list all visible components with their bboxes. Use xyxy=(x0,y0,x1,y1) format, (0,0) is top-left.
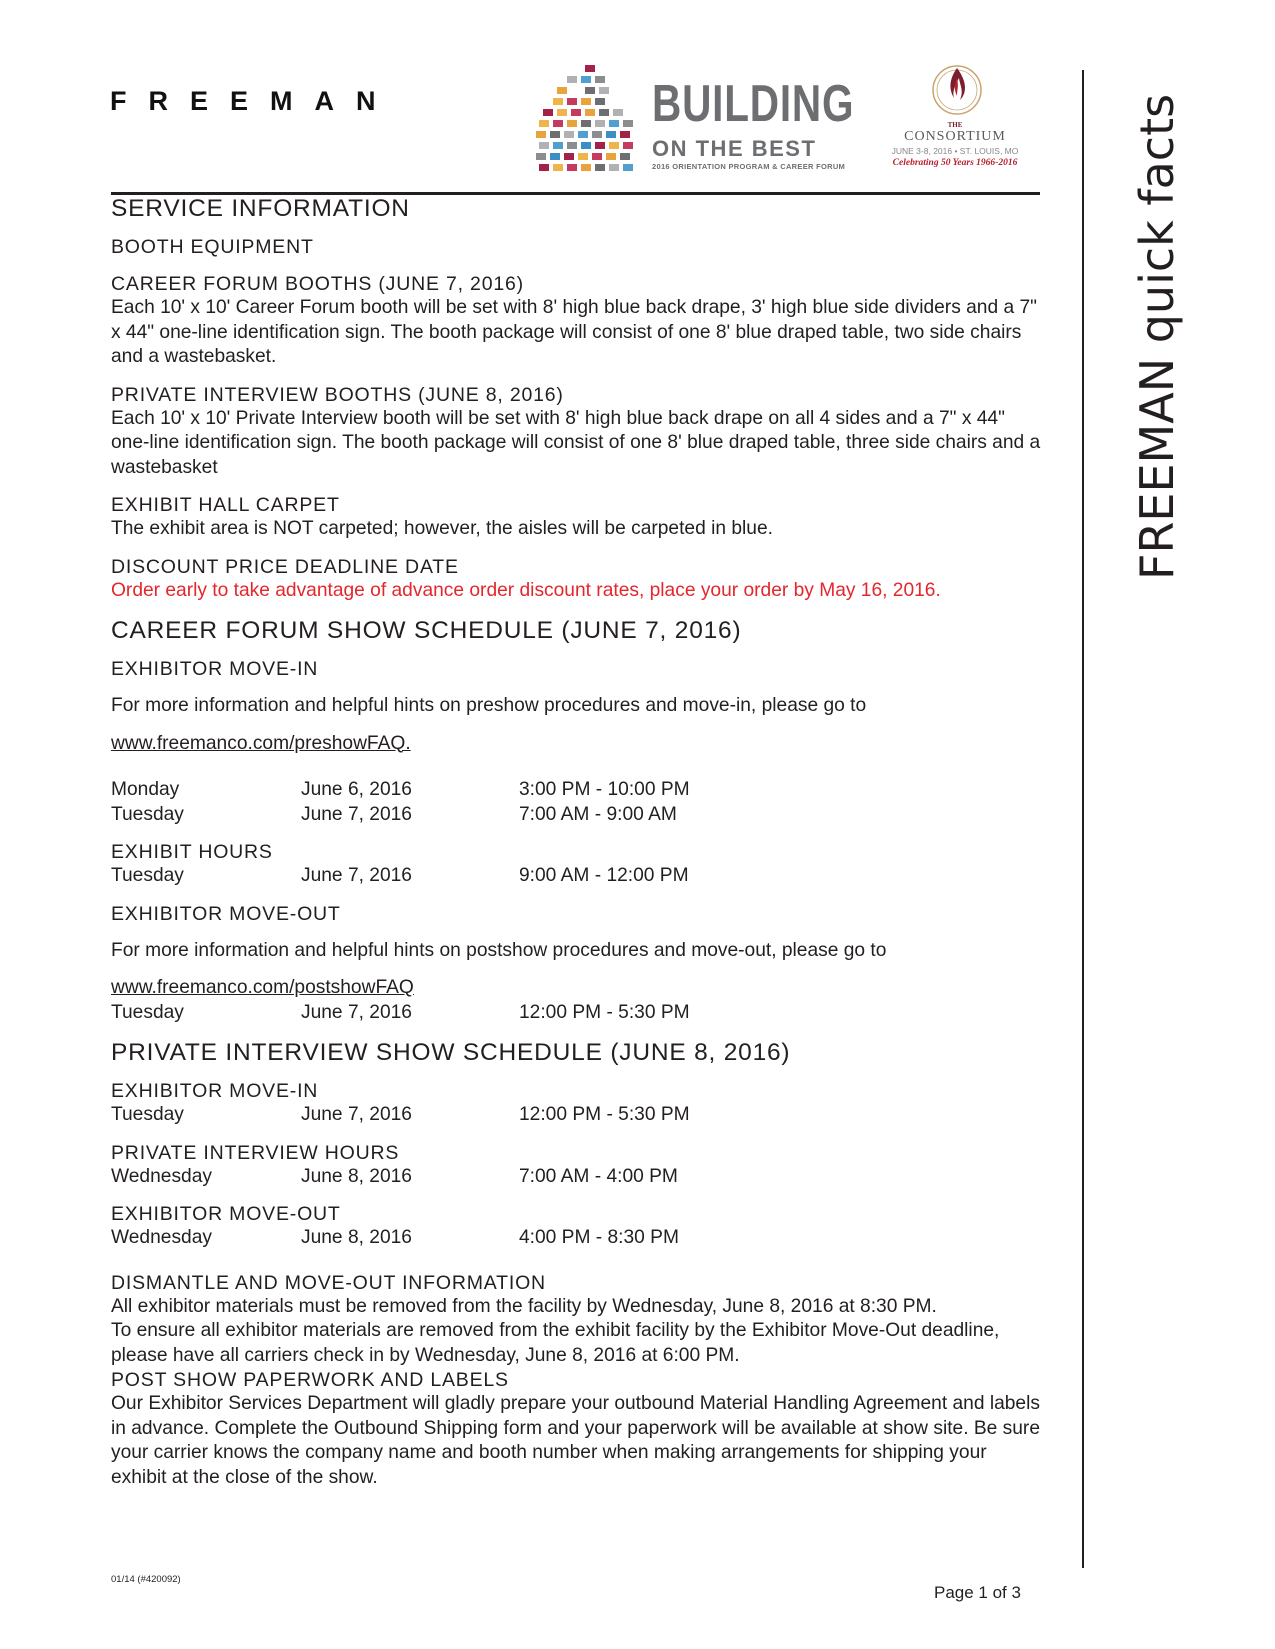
career-booths-text: Each 10' x 10' Career Forum booth will be set with 8' high blue back drape, 3' high blue side dividers and a 7" x 44" one-line identification sign. The booth package will consist of one 8' blue draped table, two side chairs and a wastebasket. xyxy=(111,297,1037,367)
schedule-row xyxy=(111,1001,1046,1026)
logo-block xyxy=(599,87,609,94)
logo-block xyxy=(567,164,577,171)
logo-block xyxy=(539,164,549,171)
schedule-time: 12:00 PM - 5:30 PM xyxy=(519,1001,690,1023)
logo-block xyxy=(567,76,577,83)
career-movein-heading: EXHIBITOR MOVE-IN xyxy=(111,658,319,680)
logo-block xyxy=(606,153,616,160)
exhibit-hours-heading: EXHIBIT HOURS xyxy=(111,841,273,863)
service-heading: SERVICE INFORMATION xyxy=(111,195,410,222)
private-booths-text: Each 10' x 10' Private Interview booth will be set with 8' high blue back drape on all 4 sides and a 7" x 44" one-line identification sign. The booth package will consist of one 8' blue draped table, three side chairs and a wastebasket xyxy=(111,407,1041,478)
logo-block xyxy=(592,131,602,138)
logo-block xyxy=(585,87,595,94)
logo-block xyxy=(553,98,563,105)
schedule-time: 7:00 AM - 4:00 PM xyxy=(519,1165,678,1187)
dismantle-text-2: To ensure all exhibitor materials are removed from the exhibit facility by the Exhibitor Move-Out deadline, please have all carriers check in by Wednesday, June 8, 2016 at 6:00 PM. xyxy=(111,1320,1000,1366)
logo-block xyxy=(550,153,560,160)
schedule-time: 4:00 PM - 8:30 PM xyxy=(519,1227,679,1248)
logo-block xyxy=(623,120,633,127)
logo-block xyxy=(536,131,546,138)
logo-block xyxy=(595,120,605,127)
logo-block xyxy=(581,120,591,127)
event-subtitle: ON THE BEST xyxy=(652,136,817,161)
logo-block xyxy=(567,98,577,105)
logo-block xyxy=(609,164,619,171)
logo-block xyxy=(578,153,588,160)
private-moveout-heading: EXHIBITOR MOVE-OUT xyxy=(111,1203,341,1225)
schedule-day: Tuesday xyxy=(111,803,184,825)
private-movein-heading: EXHIBITOR MOVE-IN xyxy=(111,1080,319,1102)
career-schedule-heading: CAREER FORUM SHOW SCHEDULE (JUNE 7, 2016) xyxy=(111,617,742,644)
logo-block xyxy=(536,153,546,160)
discount-text: Order early to take advantage of advance order discount rates, place your order by May 16, 2016. xyxy=(111,579,941,601)
paperwork-heading: POST SHOW PAPERWORK AND LABELS xyxy=(111,1369,509,1391)
logo-block xyxy=(539,142,549,149)
logo-block xyxy=(595,76,605,83)
logo-block xyxy=(585,109,595,116)
freeman-logo: FREEMAN xyxy=(110,86,398,116)
logo-block xyxy=(613,109,623,116)
booth-equipment-heading: BOOTH EQUIPMENT xyxy=(111,236,314,258)
logo-block xyxy=(595,98,605,105)
logo-block xyxy=(564,153,574,160)
schedule-day: Wednesday xyxy=(111,1227,212,1248)
career-movein-text: For more information and helpful hints on preshow procedures and move-in, please go to xyxy=(111,695,867,716)
schedule-date: June 7, 2016 xyxy=(301,1001,412,1023)
schedule-date: June 8, 2016 xyxy=(301,1165,412,1187)
main-content xyxy=(111,196,1046,1490)
schedule-day: Tuesday xyxy=(111,1104,184,1125)
logo-block xyxy=(553,120,563,127)
preshow-faq-link[interactable]: www.freemanco.com/preshowFAQ. xyxy=(111,732,411,754)
logo-block xyxy=(571,109,581,116)
logo-block xyxy=(550,131,560,138)
consortium-seal-icon xyxy=(930,58,984,122)
schedule-time: 7:00 AM - 9:00 AM xyxy=(519,803,677,825)
logo-block xyxy=(553,164,563,171)
schedule-time: 3:00 PM - 10:00 PM xyxy=(519,779,690,800)
career-booths-heading: CAREER FORUM BOOTHS (JUNE 7, 2016) xyxy=(111,273,524,295)
logo-block xyxy=(623,142,633,149)
logo-block xyxy=(599,109,609,116)
consortium-the: THE xyxy=(947,121,963,129)
logo-block xyxy=(592,153,602,160)
schedule-date: June 7, 2016 xyxy=(301,803,412,825)
schedule-row xyxy=(111,778,1046,803)
building-blocks-logo xyxy=(530,55,640,180)
schedule-day: Tuesday xyxy=(111,1001,184,1023)
postshow-faq-link[interactable]: www.freemanco.com/postshowFAQ xyxy=(111,977,414,998)
schedule-row xyxy=(111,864,1046,889)
logo-block xyxy=(595,142,605,149)
schedule-time: 12:00 PM - 5:30 PM xyxy=(519,1104,690,1125)
logo-block xyxy=(609,120,619,127)
logo-block xyxy=(606,131,616,138)
logo-block xyxy=(620,153,630,160)
logo-block xyxy=(581,164,591,171)
logo-block xyxy=(539,120,549,127)
carpet-heading: EXHIBIT HALL CARPET xyxy=(111,494,340,516)
schedule-row xyxy=(111,1103,1046,1128)
sidebar-rule xyxy=(1082,70,1084,1568)
private-booths-heading: PRIVATE INTERVIEW BOOTHS (JUNE 8, 2016) xyxy=(111,383,564,406)
event-tagline: 2016 ORIENTATION PROGRAM & CAREER FORUM xyxy=(652,162,846,171)
schedule-row xyxy=(111,803,1046,828)
sidebar-title: FREEMAN quick facts xyxy=(1130,93,1184,580)
consortium-dates: JUNE 3-8, 2016 • ST. LOUIS, MO xyxy=(891,146,1019,156)
logo-block xyxy=(567,142,577,149)
logo-block xyxy=(620,131,630,138)
logo-block xyxy=(595,164,605,171)
schedule-date: June 6, 2016 xyxy=(301,779,412,800)
logo-block xyxy=(581,142,591,149)
schedule-date: June 8, 2016 xyxy=(301,1227,412,1248)
dismantle-heading: DISMANTLE AND MOVE-OUT INFORMATION xyxy=(111,1271,546,1294)
career-moveout-heading: EXHIBITOR MOVE-OUT xyxy=(111,902,341,925)
schedule-day: Monday xyxy=(111,779,180,800)
paperwork-text: Our Exhibitor Services Department will gladly prepare your outbound Material Handling Agreement and labels in advance. Complete the Outbound Shipping form and your paperwork will be available at show site. Be sure your carrier knows the company name and booth number when making arrangements for shipping your exhibit at the close of the show. xyxy=(111,1393,1040,1488)
dismantle-text-1: All exhibitor materials must be removed from the facility by Wednesday, June 8, 2016 at 8:30 PM. xyxy=(111,1295,937,1317)
document-code: 01/14 (#420092) xyxy=(111,1574,181,1585)
career-movein-table xyxy=(111,778,1046,827)
logo-block xyxy=(557,109,567,116)
page-number: Page 1 of 3 xyxy=(934,1583,1021,1602)
logo-block xyxy=(578,131,588,138)
logo-block xyxy=(581,98,591,105)
consortium-name: CONSORTIUM xyxy=(904,129,1006,144)
schedule-date: June 7, 2016 xyxy=(301,1104,412,1125)
logo-block xyxy=(623,164,633,171)
consortium-celebrating: Celebrating 50 Years 1966-2016 xyxy=(892,158,1018,168)
event-title: BUILDING xyxy=(652,75,855,133)
logo-block xyxy=(557,87,567,94)
discount-heading: DISCOUNT PRICE DEADLINE DATE xyxy=(111,555,459,578)
carpet-text: The exhibit area is NOT carpeted; however, the aisles will be carpeted in blue. xyxy=(111,518,773,539)
schedule-day: Tuesday xyxy=(111,865,184,886)
logo-block xyxy=(567,120,577,127)
schedule-row xyxy=(111,1165,1046,1190)
private-hours-heading: PRIVATE INTERVIEW HOURS xyxy=(111,1141,400,1164)
private-schedule-heading: PRIVATE INTERVIEW SHOW SCHEDULE (JUNE 8, 2016) xyxy=(111,1039,791,1066)
logo-block xyxy=(543,109,553,116)
logo-block xyxy=(553,142,563,149)
career-moveout-text: For more information and helpful hints on postshow procedures and move-out, please go to xyxy=(111,939,887,961)
schedule-date: June 7, 2016 xyxy=(301,865,412,886)
logo-block xyxy=(609,142,619,149)
logo-block xyxy=(564,131,574,138)
schedule-row xyxy=(111,1226,1046,1251)
logo-block xyxy=(581,76,591,83)
logo-block xyxy=(585,65,595,72)
schedule-day: Wednesday xyxy=(111,1165,212,1187)
schedule-time: 9:00 AM - 12:00 PM xyxy=(519,865,689,886)
